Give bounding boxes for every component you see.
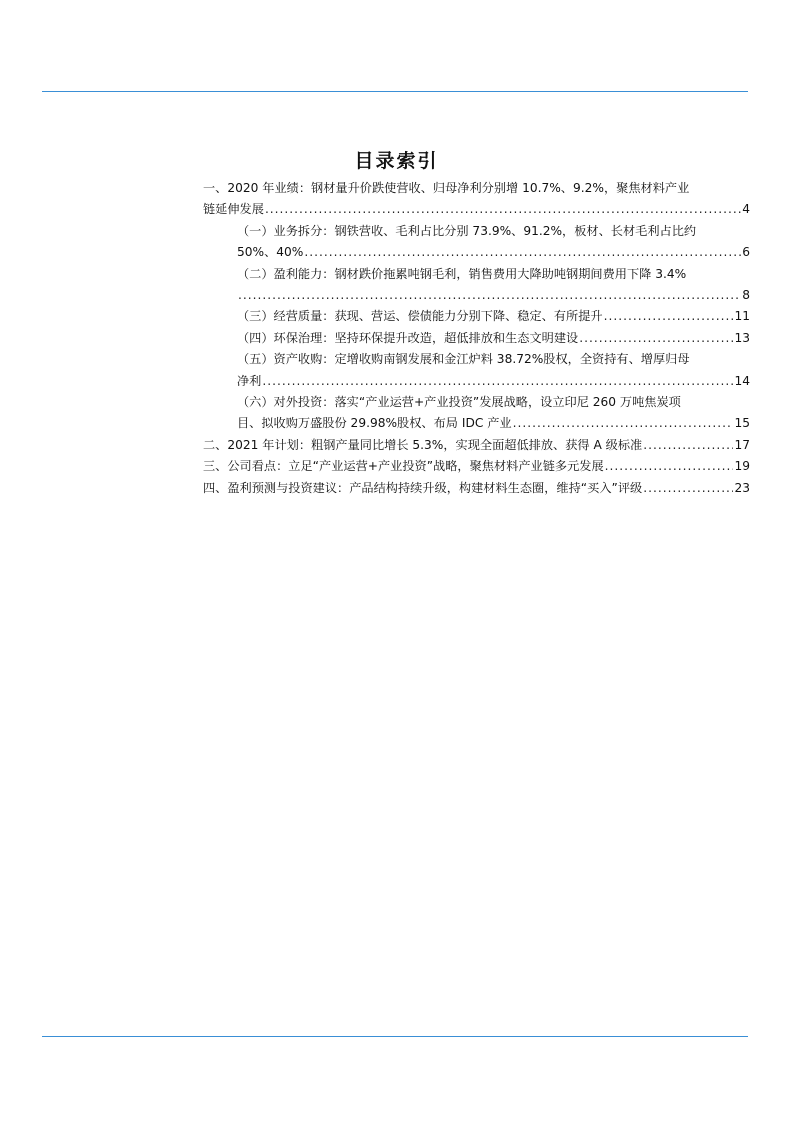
toc-page-number: 6 (742, 245, 750, 260)
footer-rule (42, 1036, 748, 1037)
toc-entry-4[interactable] (203, 478, 750, 499)
dot-leader (605, 456, 734, 477)
toc-entry-tail: 链延伸发展 (203, 202, 264, 217)
dot-leader (265, 199, 741, 220)
toc-entry-1-5[interactable] (237, 349, 750, 392)
dot-leader (238, 285, 741, 306)
toc-entry-2[interactable] (203, 435, 750, 456)
toc-entry-1-4[interactable] (237, 328, 750, 349)
header-rule (42, 91, 748, 92)
toc-entry-tail: （四）环保治理：坚持环保提升改造，超低排放和生态文明建设 (237, 330, 579, 345)
toc-page-number: 17 (734, 437, 750, 452)
toc-entry-1-6[interactable] (237, 392, 750, 435)
toc-entry-tail: 目、拟收购万盛股份 29.98%股权、布局 IDC 产业 (237, 416, 512, 431)
toc-entry-line: （一）业务拆分：钢铁营收、毛利占比分别 73.9%、91.2%，板材、长材毛利占比约 (237, 223, 697, 238)
toc-entry-1-1[interactable] (237, 221, 750, 264)
toc-list (203, 178, 750, 499)
toc-page-number: 8 (742, 288, 750, 303)
toc-page-number: 23 (734, 480, 750, 495)
toc-page-number: 14 (734, 373, 750, 388)
dot-leader (643, 478, 733, 499)
toc-entry-1-2[interactable] (237, 264, 750, 307)
toc-page-number: 4 (742, 202, 750, 217)
toc-entry-tail: 二、2021 年计划：粗钢产量同比增长 5.3%，实现全面超低排放、获得 A 级标准 (203, 437, 643, 452)
toc-title: 目录索引 (354, 150, 439, 172)
toc-entry-tail: 50%、40% (237, 245, 304, 260)
toc-entry-line: （二）盈利能力：钢材跌价拖累吨钢毛利，销售费用大降助吨钢期间费用下降 3.4% (237, 266, 687, 281)
toc-entry-line: （六）对外投资：落实“产业运营+产业投资”发展战略，设立印尼 260 万吨焦炭项 (237, 395, 681, 410)
dot-leader (304, 242, 741, 263)
toc-page-number: 13 (734, 330, 750, 345)
toc-entry-tail: 四、盈利预测与投资建议：产品结构持续升级，构建材料生态圈，维持“买入”评级 (203, 480, 643, 495)
dot-leader (579, 328, 733, 349)
toc-entry-3[interactable] (203, 456, 750, 477)
toc-entry-tail: （三）经营质量：获现、营运、偿债能力分别下降、稳定、有所提升 (237, 309, 603, 324)
toc-entry-line: 一、2020 年业绩：钢材量升价跌使营收、归母净利分别增 10.7%、9.2%，聚焦材料产业 (203, 181, 690, 195)
toc-entry-line: （五）资产收购：定增收购南钢发展和金江炉料 38.72%股权，全资持有、增厚归母 (237, 352, 690, 367)
dot-leader (604, 306, 734, 327)
toc-entry-1-3[interactable] (237, 306, 750, 327)
dot-leader (262, 371, 733, 392)
toc-page-number: 15 (734, 416, 750, 431)
toc-entry-tail: 三、公司看点：立足“产业运营+产业投资”战略，聚焦材料产业链多元发展 (203, 459, 604, 474)
toc-page-number: 19 (734, 459, 750, 474)
toc-entry-1[interactable] (203, 178, 750, 221)
dot-leader (513, 413, 734, 434)
dot-leader (643, 435, 733, 456)
toc-page-number: 11 (734, 309, 750, 324)
toc-entry-tail: 净利 (237, 373, 262, 388)
